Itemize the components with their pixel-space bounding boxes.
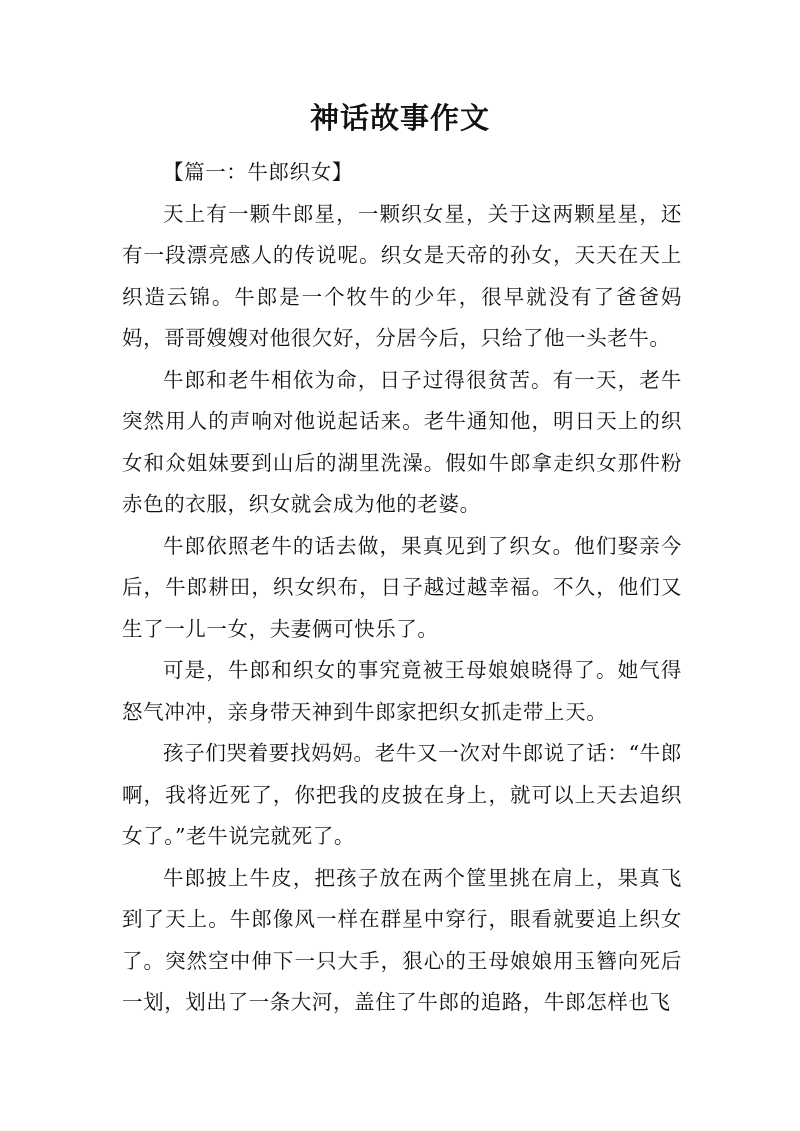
- section-heading: 【篇一：牛郎织女】: [163, 160, 353, 184]
- paragraph-5: 孩子们哭着要找妈妈。老牛又一次对牛郎说了话：“牛郎啊，我将近死了，你把我的皮披在身上，就可以上天去追织女了。”老牛说完就死了。: [122, 741, 682, 848]
- paragraph-1: 天上有一颗牛郎星，一颗织女星，关于这两颗星星，还有一段漂亮感人的传说呢。织女是天帝的孙女，天天在天上织造云锦。牛郎是一个牧牛的少年，很早就没有了爸爸妈妈，哥哥嫂嫂对他很欠好，分居今后，只给了他一头老牛。: [122, 201, 682, 350]
- paragraph-3: 牛郎依照老牛的话去做，果真见到了织女。他们娶亲今后，牛郎耕田，织女织布，日子越过越幸福。不久，他们又生了一儿一女，夫妻俩可快乐了。: [122, 533, 682, 641]
- paragraph-4: 可是，牛郎和织女的事究竟被王母娘娘晓得了。她气得怒气冲冲，亲身带天神到牛郎家把织女抓走带上天。: [122, 658, 682, 724]
- page-title: 神话故事作文: [309, 101, 490, 135]
- paragraph-6: 牛郎披上牛皮，把孩子放在两个筐里挑在肩上，果真飞到了天上。牛郎像风一样在群星中穿行，眼看就要追上织女了。突然空中伸下一只大手，狠心的王母娘娘用玉簪向死后一划，划出了一条大河，盖住了牛郎的追路，牛郎怎样也飞: [122, 865, 682, 1014]
- paragraph-2: 牛郎和老牛相依为命，日子过得很贫苦。有一天，老牛突然用人的声响对他说起话来。老牛通知他，明日天上的织女和众姐妹要到山后的湖里洗澡。假如牛郎拿走织女那件粉赤色的衣服，织女就会成为他的老婆。: [122, 367, 682, 516]
- document-body: [122, 152, 682, 1024]
